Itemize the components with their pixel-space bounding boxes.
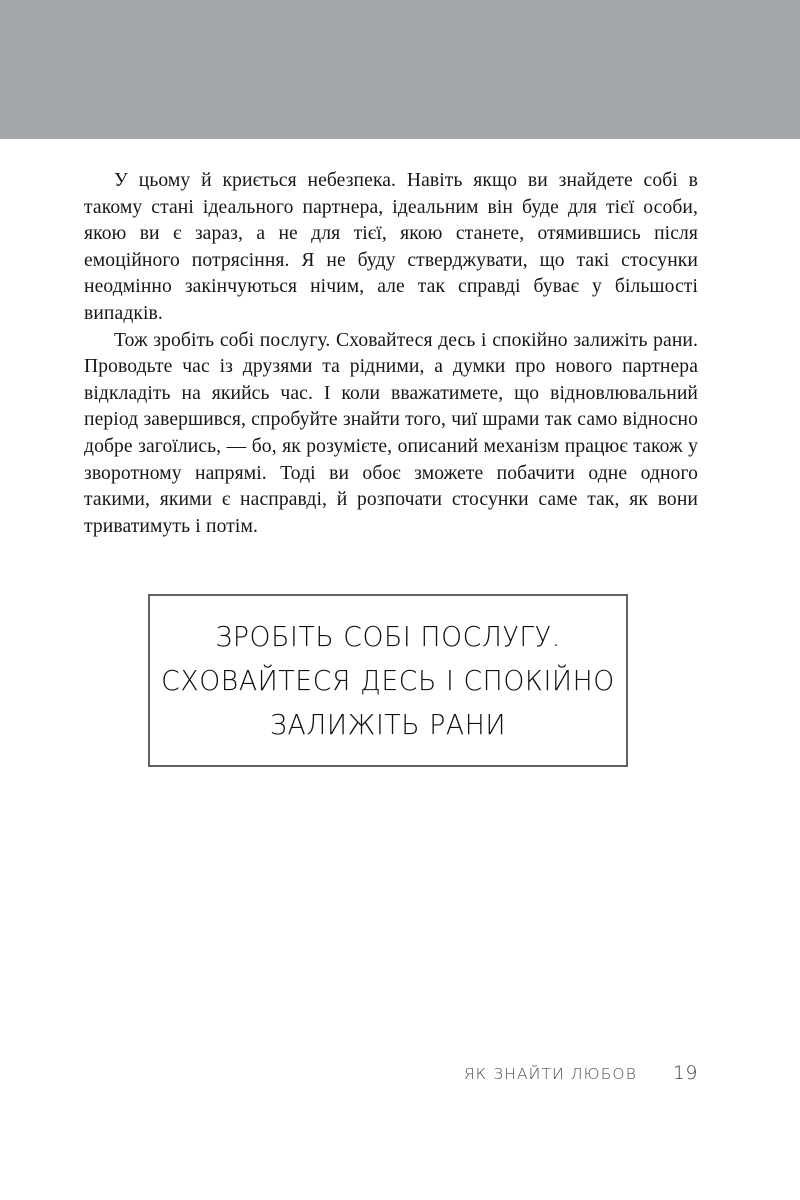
body-paragraph-1: У цьому й криється небезпека. Навіть якщо ви знайдете собі в такому стані ідеального партнера, ідеальним він буде для тієї особи, якою ви є зараз, а не для тієї, якою станете, отямившись після емоційного потрясіння. Я не буду стверджувати, що такі стосунки неодмінно закінчуються нічим, але так справді буває у більшості випадків. [84,170,698,324]
pullquote-line-1: ЗРОБІТЬ СОБІ ПОСЛУГУ. [215,620,561,653]
running-footer [84,1062,698,1084]
pullquote-line-2: СХОВАЙТЕСЯ ДЕСЬ І СПОКІЙНО [161,664,615,697]
pullquote-text [157,615,619,747]
body-text-column [84,168,698,540]
header-gray-band [0,0,800,139]
footer-running-title: ЯК ЗНАЙТИ ЛЮБОВ [463,1065,637,1083]
body-paragraph-2: Тож зробіть собі послугу. Сховайтеся десь і спокійно залижіть рани. Проводьте час із друзями та рідними, а думки про нового партнера відкладіть на якийсь час. І коли вважатимете, що відновлювальний період завершився, спробуйте знайти того, чиї шрами так само відносно добре загоїлись, — бо, як розумієте, описаний механізм працює також у зворотному напрямі. Тоді ви обоє зможете побачити одне одного такими, якими є насправді, й розпочати стосунки саме так, як вони триватимуть і потім. [84,329,698,537]
footer-page-number: 19 [672,1062,698,1084]
pullquote-line-3: ЗАЛИЖІТЬ РАНИ [269,708,507,741]
pullquote-box [148,594,628,767]
